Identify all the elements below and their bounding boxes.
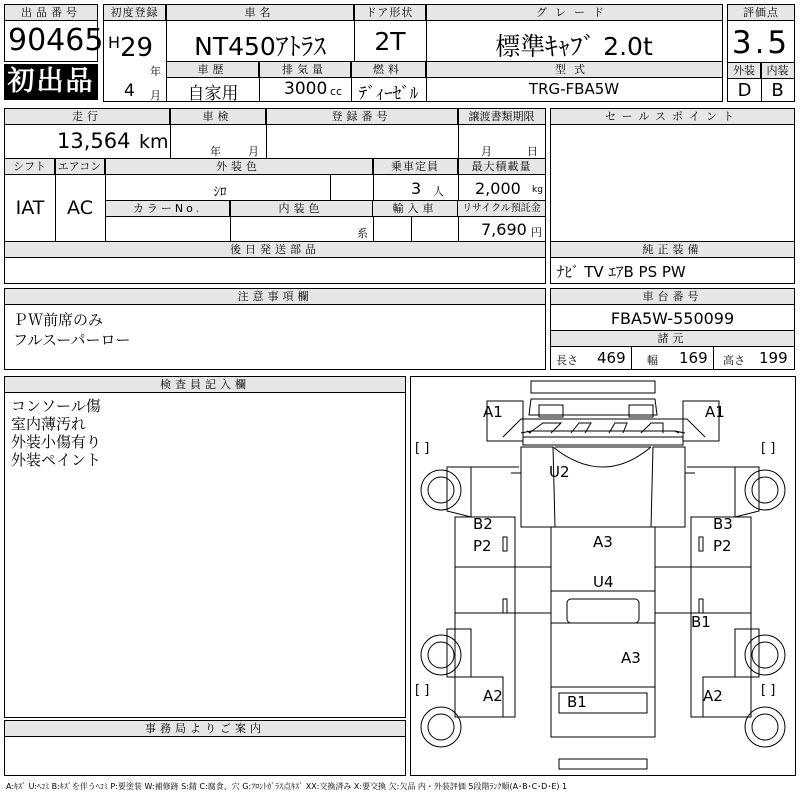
mark-u2: U2 bbox=[549, 463, 570, 481]
score-value: 3.5 bbox=[731, 25, 791, 61]
inspector-line-3: 外装小傷有り bbox=[11, 433, 102, 451]
office-label: 事務局よりご案内 bbox=[5, 721, 405, 737]
mark-a3-upper: A3 bbox=[593, 533, 613, 551]
score-label: 評価点 bbox=[728, 5, 794, 21]
displacement-value: 3000 bbox=[284, 79, 328, 99]
sales-points-label: セールスポイント bbox=[551, 109, 794, 125]
mark-a1-left: A1 bbox=[483, 403, 503, 421]
inspector-line-1: コンソール傷 bbox=[11, 397, 101, 415]
max-load-unit: kg bbox=[532, 185, 543, 195]
legend-text: A:ｷｽﾞ U:ﾍｺﾐ B:ｷｽﾞを伴うﾍｺﾐ P:要塗装 W:補修跡 S:錆 C:腐食、穴 G:ﾌﾛﾝﾄｶﾞﾗｽ点ｷｽﾞ XX:交換済み X:要交換 欠:欠品 内・外装評価 5段階ﾗﾝｸ順(A･B･C･D･E) 1 bbox=[6, 782, 568, 791]
shift-value: IAT bbox=[15, 197, 45, 219]
notes-line-1: ＰＷ前席のみ bbox=[13, 311, 104, 329]
car-name-label: 車名 bbox=[166, 5, 354, 21]
first-reg-month: 4 bbox=[124, 81, 135, 101]
inspection-month-unit: 月 bbox=[248, 145, 259, 158]
history-label: 車歴 bbox=[167, 62, 259, 78]
mark-b2: B2 bbox=[473, 515, 493, 533]
chassis-value: FBA5W-550099 bbox=[610, 309, 735, 328]
mark-b1-right: B1 bbox=[691, 613, 711, 631]
later-parts-label: 後日発送部品 bbox=[5, 242, 545, 258]
displacement-label: 排気量 bbox=[259, 62, 351, 78]
first-listing-text: 初出品 bbox=[7, 66, 95, 97]
model-value: TRG-FBA5W bbox=[528, 80, 620, 98]
int-color-unit: 系 bbox=[357, 227, 368, 240]
displacement-unit: cc bbox=[330, 85, 343, 98]
width-value: 169 bbox=[679, 349, 708, 367]
chassis-box bbox=[550, 288, 795, 370]
mark-b3: B3 bbox=[713, 515, 733, 533]
interior-grade: B bbox=[771, 80, 784, 101]
specs-label: 諸元 bbox=[551, 331, 794, 347]
mileage-unit: km bbox=[139, 131, 169, 153]
equipment-value: ﾅﾋﾞ TV ｴｱB PS PW bbox=[557, 263, 686, 281]
import-label: 輸入車 bbox=[373, 201, 458, 217]
height-label: 高さ bbox=[723, 354, 745, 367]
mileage-label: 走行 bbox=[5, 109, 170, 125]
notes-label: 注意事項欄 bbox=[5, 289, 545, 305]
mark-p2-right: P2 bbox=[713, 537, 732, 555]
length-value: 469 bbox=[597, 349, 626, 367]
sales-points-box bbox=[550, 108, 795, 284]
lot-number-cell bbox=[4, 4, 104, 62]
max-load-label: 最大積載量 bbox=[458, 159, 545, 175]
vehicle-header-grid bbox=[103, 4, 723, 102]
recycle-unit: 円 bbox=[531, 226, 542, 239]
lot-number: 90465 bbox=[8, 23, 104, 58]
bracket-left-2: [ ] bbox=[415, 683, 430, 698]
notes-box bbox=[4, 288, 546, 370]
capacity-unit: 人 bbox=[433, 185, 444, 198]
height-value: 199 bbox=[759, 349, 788, 367]
ext-color-label: 外装色 bbox=[105, 159, 373, 175]
int-color-label: 内装色 bbox=[230, 201, 373, 217]
first-reg-year: 29 bbox=[120, 33, 154, 63]
width-label: 幅 bbox=[647, 354, 658, 367]
car-name: NT450ｱﾄﾗｽ bbox=[194, 32, 326, 61]
capacity-value: 3 bbox=[411, 179, 422, 198]
mark-b1-bottom: B1 bbox=[567, 693, 587, 711]
ext-color-value: ｼﾛ bbox=[213, 185, 227, 200]
registration-label: 登録番号 bbox=[266, 109, 458, 125]
year-unit: 年 bbox=[150, 65, 161, 78]
mark-a2-left: A2 bbox=[483, 687, 503, 705]
grade-value: 標準ｷｬﾌﾞ 2.0t bbox=[495, 32, 653, 61]
shift-label: シフト bbox=[5, 159, 55, 175]
exterior-grade: D bbox=[737, 80, 752, 101]
inspector-box bbox=[4, 376, 406, 718]
era-letter: H bbox=[108, 33, 121, 52]
ac-value: AC bbox=[67, 197, 93, 219]
bracket-right-1: [ ] bbox=[761, 441, 776, 456]
mark-a3-lower: A3 bbox=[621, 649, 641, 667]
transfer-day-unit: 日 bbox=[527, 145, 538, 158]
equipment-label: 純正装備 bbox=[551, 242, 794, 258]
transfer-label: 譲渡書類期限 bbox=[458, 109, 545, 125]
mark-p2-left: P2 bbox=[473, 537, 492, 555]
transfer-month-unit: 月 bbox=[481, 145, 492, 158]
grade-label: グレード bbox=[426, 5, 722, 21]
capacity-label: 乗車定員 bbox=[373, 159, 458, 175]
mark-u4: U4 bbox=[593, 573, 614, 591]
mark-a2-right: A2 bbox=[703, 687, 723, 705]
inspection-year-unit: 年 bbox=[210, 145, 221, 158]
details-grid bbox=[4, 108, 546, 284]
inspector-line-2: 室内薄汚れ bbox=[11, 415, 87, 433]
bracket-left-1: [ ] bbox=[415, 441, 430, 456]
exterior-label: 外装 bbox=[728, 63, 761, 79]
interior-label: 内装 bbox=[761, 63, 794, 79]
first-listing-badge bbox=[4, 64, 98, 100]
color-no-label: カラーNo. bbox=[106, 201, 230, 217]
notes-line-2: フルスーパーロー bbox=[13, 331, 131, 349]
length-label: 長さ bbox=[556, 354, 578, 367]
lot-number-label: 出品番号 bbox=[5, 5, 97, 21]
first-reg-label: 初度登録 bbox=[104, 5, 166, 21]
fuel-label: 燃料 bbox=[351, 62, 426, 78]
history-value: 自家用 bbox=[187, 84, 239, 104]
recycle-value: 7,690 bbox=[481, 220, 527, 239]
office-box bbox=[4, 720, 406, 776]
door-value: 2T bbox=[374, 27, 406, 56]
mark-a1-right: A1 bbox=[705, 403, 725, 421]
fuel-value: ﾃﾞｨｰｾﾞﾙ bbox=[358, 84, 419, 104]
inspection-label: 車検 bbox=[170, 109, 266, 125]
recycle-label: リサイクル預託金 bbox=[458, 201, 545, 217]
inspector-label: 検査員記入欄 bbox=[5, 377, 405, 393]
inspector-line-4: 外装ペイント bbox=[11, 451, 102, 469]
month-unit: 月 bbox=[150, 89, 161, 102]
bracket-right-2: [ ] bbox=[761, 683, 776, 698]
chassis-label: 車台番号 bbox=[551, 289, 794, 305]
vehicle-diagram bbox=[410, 376, 796, 776]
ac-label: エアコン bbox=[55, 159, 105, 175]
max-load-value: 2,000 bbox=[475, 179, 521, 198]
model-label: 型式 bbox=[426, 62, 722, 78]
mileage-value: 13,564 bbox=[57, 129, 131, 153]
score-cell bbox=[727, 4, 795, 102]
door-label: ドア形状 bbox=[354, 5, 426, 21]
